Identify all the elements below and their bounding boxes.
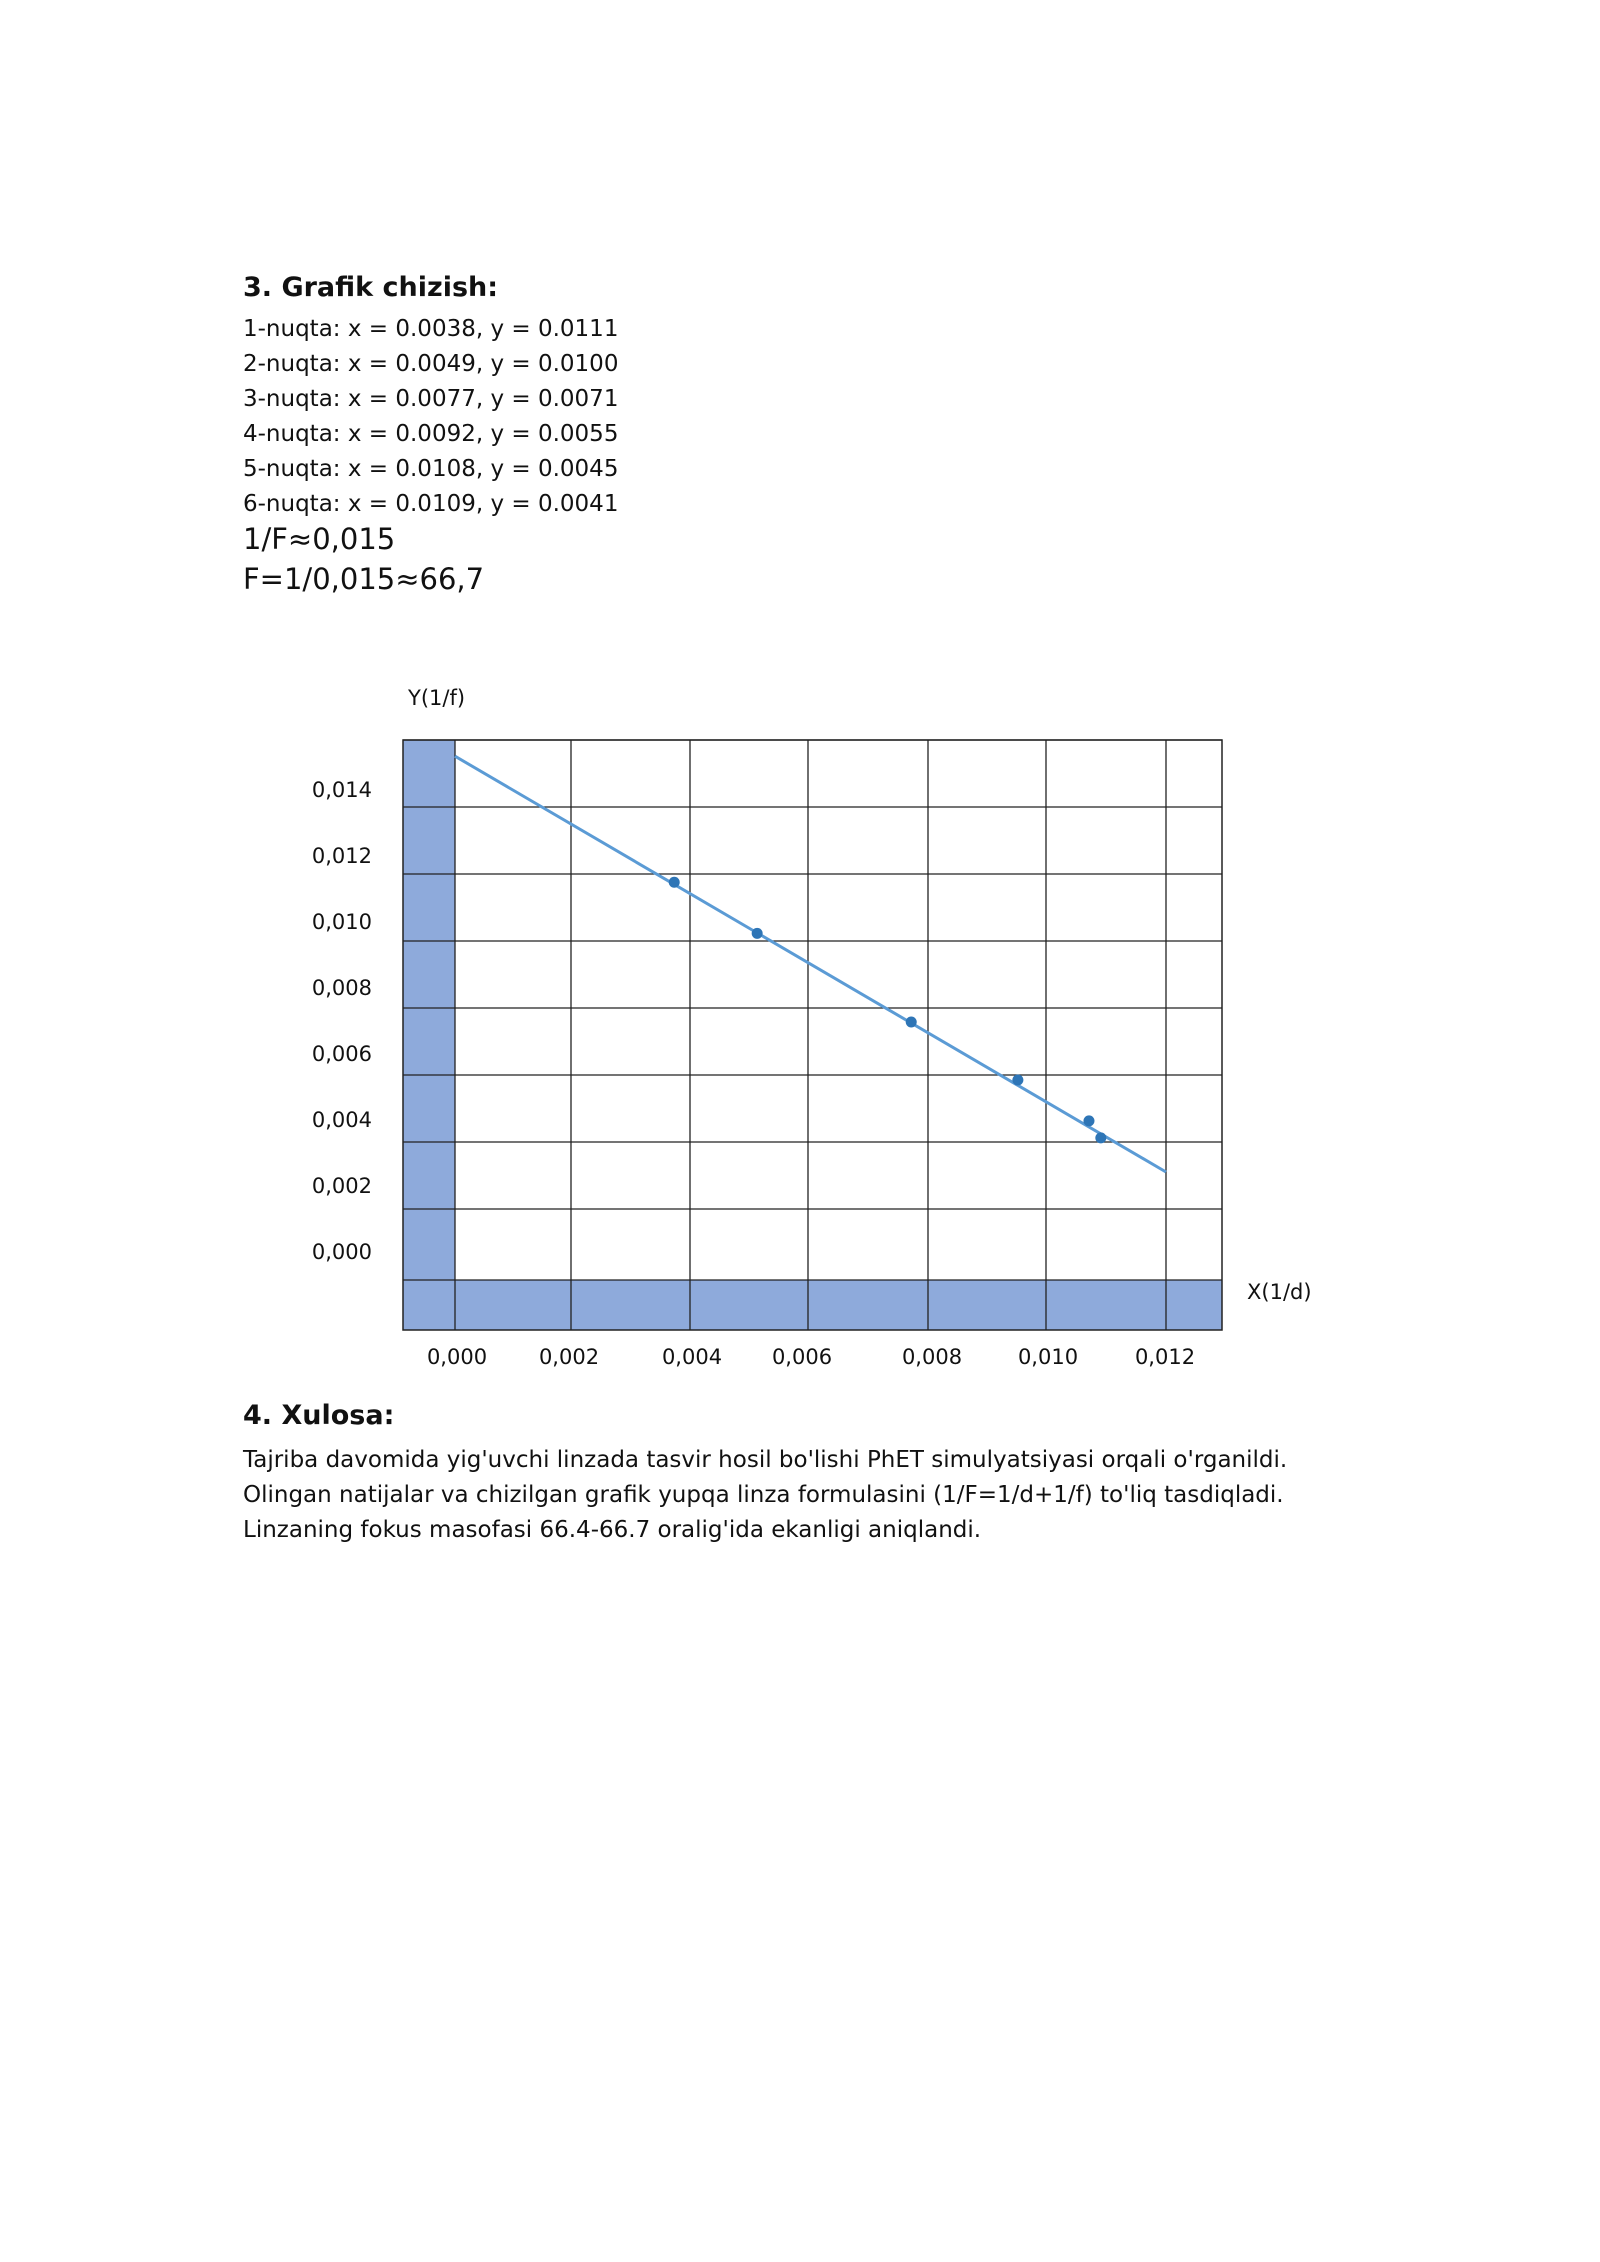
x-tick-label: 0,010 bbox=[1017, 1345, 1079, 1369]
axis-bands bbox=[403, 740, 1222, 1330]
x-axis-band bbox=[403, 1280, 1222, 1330]
y-tick-label: 0,014 bbox=[311, 778, 372, 802]
y-tick-label: 0,012 bbox=[311, 844, 372, 868]
fit-line-group bbox=[455, 756, 1166, 1172]
focus-result: F=1/0,015≈66,7 bbox=[243, 562, 485, 596]
point-line-1: 1-nuqta: x = 0.0038, y = 0.0111 bbox=[243, 316, 619, 342]
chart-grid bbox=[403, 740, 1222, 1330]
conclusion-paragraph bbox=[243, 1443, 1287, 1548]
data-point-1 bbox=[669, 877, 680, 888]
y-tick-label: 0,010 bbox=[311, 910, 372, 934]
conclusion-line-3: Linzaning fokus masofasi 66.4-66.7 oralig'ida ekanligi aniqlandi. bbox=[243, 1517, 982, 1543]
point-line-6: 6-nuqta: x = 0.0109, y = 0.0041 bbox=[243, 491, 619, 517]
conclusion-line-1: Tajriba davomida yig'uvchi linzada tasvir hosil bo'lishi PhET simulyatsiyasi orqali o'rganildi. bbox=[243, 1447, 1288, 1473]
x-tick-label: 0,008 bbox=[901, 1345, 963, 1369]
x-tick-labels bbox=[427, 1345, 1195, 1369]
x-tick-label: 0,004 bbox=[661, 1345, 723, 1369]
point-line-4: 4-nuqta: x = 0.0092, y = 0.0055 bbox=[243, 421, 619, 447]
y-tick-labels bbox=[312, 778, 372, 1264]
data-point-6 bbox=[1095, 1132, 1106, 1143]
y-tick-label: 0,002 bbox=[311, 1174, 372, 1198]
x-tick-label: 0,012 bbox=[1134, 1345, 1196, 1369]
point-line-2: 2-nuqta: x = 0.0049, y = 0.0100 bbox=[243, 351, 619, 377]
fit-line bbox=[455, 756, 1166, 1172]
point-line-3: 3-nuqta: x = 0.0077, y = 0.0071 bbox=[243, 386, 619, 412]
data-point-4 bbox=[1012, 1074, 1023, 1085]
plot-frame bbox=[403, 740, 1222, 1330]
inverse-focus-result: 1/F≈0,015 bbox=[243, 522, 396, 556]
data-point-2 bbox=[752, 928, 763, 939]
y-tick-label: 0,008 bbox=[311, 976, 372, 1000]
conclusion-line-2: Olingan natijalar va chizilgan grafik yupqa linza formulasini (1/F=1/d+1/f) to'liq tasdiqladi. bbox=[243, 1482, 1284, 1508]
x-tick-label: 0,006 bbox=[771, 1345, 833, 1369]
point-line-5: 5-nuqta: x = 0.0108, y = 0.0045 bbox=[243, 456, 619, 482]
data-point-5 bbox=[1083, 1115, 1094, 1126]
y-tick-label: 0,004 bbox=[311, 1108, 372, 1132]
y-tick-label: 0,000 bbox=[311, 1240, 372, 1264]
section-4-heading: 4. Xulosa: bbox=[243, 1400, 395, 1431]
x-tick-label: 0,000 bbox=[426, 1345, 488, 1369]
data-point-3 bbox=[906, 1017, 917, 1028]
y-axis-band bbox=[403, 740, 455, 1330]
section-3-heading: 3. Grafik chizish: bbox=[243, 272, 499, 303]
y-axis-label: Y(1/f) bbox=[408, 686, 466, 710]
x-axis-label: X(1/d) bbox=[1247, 1280, 1312, 1304]
x-tick-label: 0,002 bbox=[538, 1345, 600, 1369]
y-tick-label: 0,006 bbox=[311, 1042, 372, 1066]
